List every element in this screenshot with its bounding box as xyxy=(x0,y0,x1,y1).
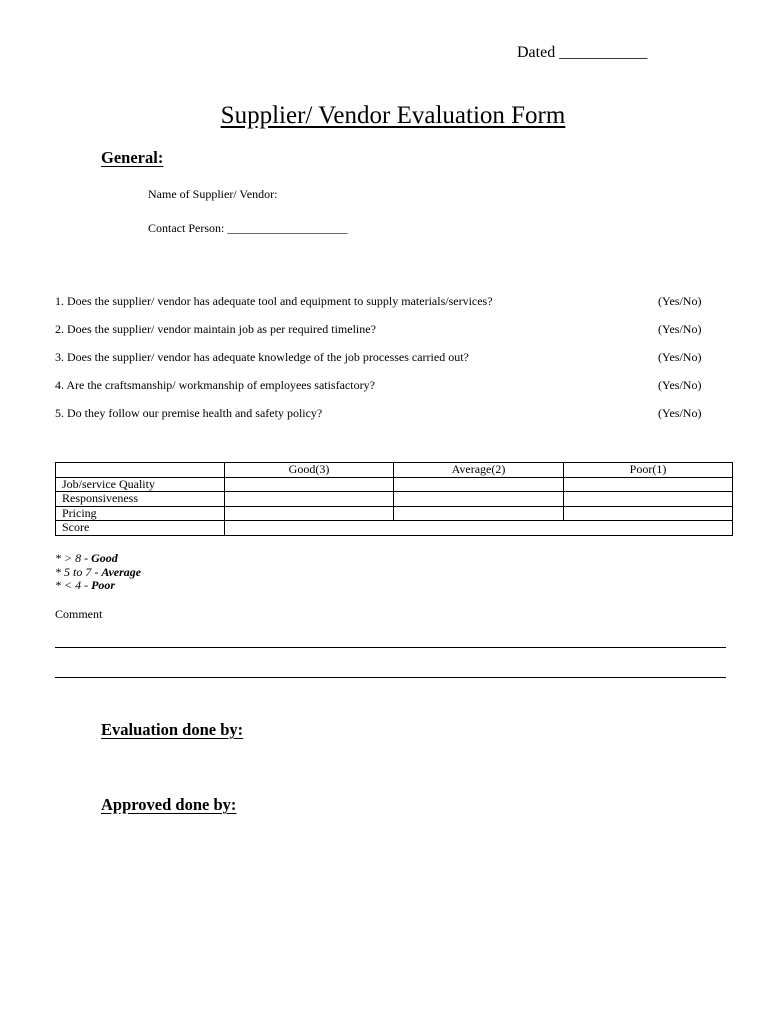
table-row-score xyxy=(56,521,733,536)
contact-person-label: Contact Person: xyxy=(148,221,225,235)
row-label: Responsiveness xyxy=(56,492,225,507)
dated-blank[interactable]: ___________ xyxy=(559,44,648,61)
rating-cell[interactable] xyxy=(564,492,733,507)
approval-heading: Approved done by: xyxy=(101,795,237,814)
score-label: Score xyxy=(56,521,225,536)
row-label: Job/service Quality xyxy=(56,477,225,492)
rating-cell[interactable] xyxy=(394,477,564,492)
contact-person-field xyxy=(148,221,347,236)
comment-line-2[interactable] xyxy=(55,677,726,678)
rating-cell[interactable] xyxy=(564,477,733,492)
answer-5[interactable]: (Yes/No) xyxy=(658,406,702,420)
rating-cell[interactable] xyxy=(225,506,394,521)
table-row xyxy=(56,506,733,521)
rating-cell[interactable] xyxy=(394,492,564,507)
table-header-row xyxy=(56,463,733,478)
rating-cell[interactable] xyxy=(394,506,564,521)
legend-range: * 5 to 7 - xyxy=(55,565,102,579)
table-header-cell xyxy=(56,463,225,478)
table-row xyxy=(56,477,733,492)
rating-cell[interactable] xyxy=(564,506,733,521)
legend-range: * < 4 - xyxy=(55,578,92,592)
question-1: 1. Does the supplier/ vendor has adequate tool and equipment to supply materials/services? xyxy=(55,294,493,308)
table-header-poor: Poor(1) xyxy=(564,463,733,478)
answer-2[interactable]: (Yes/No) xyxy=(658,322,702,336)
question-2: 2. Does the supplier/ vendor maintain job as per required timeline? xyxy=(55,322,376,336)
rating-cell[interactable] xyxy=(225,492,394,507)
comment-line-1[interactable] xyxy=(55,647,726,648)
dated-label: Dated xyxy=(517,44,556,61)
answer-1[interactable]: (Yes/No) xyxy=(658,294,702,308)
legend-item xyxy=(55,551,118,566)
dated-field xyxy=(517,44,647,62)
question-5: 5. Do they follow our premise health and safety policy? xyxy=(55,406,323,420)
supplier-name-label: Name of Supplier/ Vendor: xyxy=(148,187,278,201)
table-header-average: Average(2) xyxy=(394,463,564,478)
answer-4[interactable]: (Yes/No) xyxy=(658,378,702,392)
score-cell[interactable] xyxy=(225,521,733,536)
evaluation-heading: Evaluation done by: xyxy=(101,720,244,739)
legend-rating: Poor xyxy=(91,578,116,592)
question-4: 4. Are the craftsmanship/ workmanship of employees satisfactory? xyxy=(55,378,375,392)
legend-range: * > 8 - xyxy=(55,551,92,565)
legend-item xyxy=(55,578,115,593)
rating-cell[interactable] xyxy=(225,477,394,492)
question-3: 3. Does the supplier/ vendor has adequate knowledge of the job processes carried out? xyxy=(55,350,469,364)
contact-person-blank[interactable]: ____________________ xyxy=(227,221,348,235)
page-title: Supplier/ Vendor Evaluation Form xyxy=(220,102,566,129)
general-heading: General: xyxy=(101,148,164,167)
answer-3[interactable]: (Yes/No) xyxy=(658,350,702,364)
legend-rating: Good xyxy=(91,551,118,565)
legend-rating: Average xyxy=(101,565,142,579)
table-header-good: Good(3) xyxy=(225,463,394,478)
table-row xyxy=(56,492,733,507)
row-label: Pricing xyxy=(56,506,225,521)
comment-label: Comment xyxy=(55,607,103,621)
rating-table xyxy=(55,462,733,536)
